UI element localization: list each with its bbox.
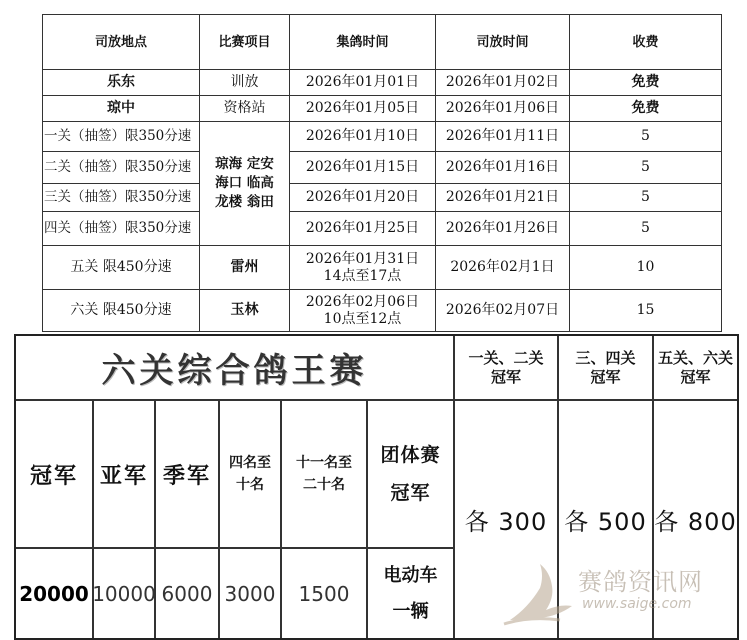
- collect-date: 2026年02月06日: [305, 293, 420, 310]
- stage-header-line: 冠军: [590, 367, 621, 386]
- collect-hours: 14点至17点: [323, 267, 402, 284]
- merged-venue-cell: [200, 122, 290, 246]
- team-line: 团体赛: [380, 444, 441, 466]
- watermark: [500, 558, 710, 628]
- table-row: [43, 70, 722, 96]
- schedule-header-row: [43, 15, 722, 70]
- row-release: 2026年01月06日: [436, 96, 570, 122]
- amount-11-20: 1500: [298, 581, 350, 606]
- stage-amount: 各 500: [564, 508, 647, 536]
- stage-header: [468, 349, 543, 387]
- table-row: [43, 96, 722, 122]
- stage-amount: 各 300: [464, 508, 548, 536]
- row-collect: 2026年01月25日: [290, 212, 436, 246]
- stage-header-line: 三、四关: [575, 348, 636, 367]
- team-prize: [384, 558, 438, 630]
- row-event: 雷州: [200, 246, 290, 290]
- amount-second: 10000: [92, 581, 156, 606]
- amount-third: 6000: [161, 581, 213, 606]
- rank-line: 十名: [236, 477, 264, 493]
- venue-line: 琼海 定安: [215, 156, 274, 172]
- rank-cell: [94, 401, 156, 549]
- rank-cell: [156, 401, 220, 549]
- table-row: [43, 152, 722, 184]
- header-location: 司放地点: [43, 15, 200, 70]
- stage-header-cell: [455, 336, 559, 401]
- row-release: 2026年02月07日: [436, 290, 570, 332]
- stage-header-line: 冠军: [680, 367, 711, 386]
- row-fee: 5: [570, 212, 722, 246]
- amount-cell: [368, 549, 455, 638]
- stage-header-cell: [654, 336, 737, 401]
- stage-header: [575, 349, 635, 387]
- prize-title: 六关综合鸽王赛: [101, 351, 368, 391]
- row-release: 2026年01月21日: [436, 184, 570, 212]
- rank-4-10: [229, 452, 271, 496]
- row-release: 2026年01月16日: [436, 152, 570, 184]
- row-event: 玉林: [200, 290, 290, 332]
- watermark-url: www.saige.com: [582, 596, 692, 612]
- row-fee: 5: [570, 122, 722, 152]
- header-collect-time: 集鸽时间: [290, 15, 436, 70]
- rank-line: 二十名: [303, 477, 345, 493]
- rank-cell: [368, 401, 455, 549]
- collect-date: 2026年01月31日: [305, 250, 420, 267]
- amount-4-10: 3000: [224, 581, 276, 606]
- row-release: 2026年01月26日: [436, 212, 570, 246]
- row-collect: 2026年01月15日: [290, 152, 436, 184]
- row-fee: 10: [570, 246, 722, 290]
- table-row: [43, 122, 722, 152]
- row-location: 一关（抽签）限350分速: [43, 122, 200, 152]
- amount-champion: 20000: [19, 581, 89, 606]
- stage-header-line: 冠军: [490, 367, 521, 386]
- stage-header-line: 一关、二关: [468, 348, 544, 367]
- amount-cell: [16, 549, 94, 638]
- row-event: 资格站: [200, 96, 290, 122]
- row-location: 五关 限450分速: [43, 246, 200, 290]
- venue-line: 龙楼 翁田: [215, 194, 274, 210]
- prize-title-cell: [16, 336, 455, 401]
- row-location: 乐东: [43, 70, 200, 96]
- row-location: 四关（抽签）限350分速: [43, 212, 200, 246]
- row-event: 训放: [200, 70, 290, 96]
- table-row: [43, 184, 722, 212]
- row-collect: 2026年01月05日: [290, 96, 436, 122]
- watermark-name: 赛鸽资讯网: [578, 568, 703, 596]
- rank-champion: 冠军: [29, 462, 78, 489]
- row-collect: 2026年01月01日: [290, 70, 436, 96]
- header-fee: 收费: [570, 15, 722, 70]
- row-fee: 免费: [570, 70, 722, 96]
- rank-third: 季军: [162, 462, 211, 489]
- rank-second: 亚军: [99, 462, 148, 489]
- row-collect: 2026年01月20日: [290, 184, 436, 212]
- row-release: 2026年02月1日: [436, 246, 570, 290]
- row-fee: 5: [570, 152, 722, 184]
- venue-line: 海口 临高: [215, 175, 274, 191]
- team-champion: [380, 436, 440, 512]
- row-fee: 5: [570, 184, 722, 212]
- row-release: 2026年01月11日: [436, 122, 570, 152]
- row-fee: 免费: [570, 96, 722, 122]
- stage-amount: 各 800: [654, 508, 737, 536]
- amount-cell: [156, 549, 220, 638]
- row-location: 三关（抽签）限350分速: [43, 184, 200, 212]
- header-event: 比赛项目: [200, 15, 290, 70]
- rank-line: 十一名至: [296, 455, 352, 471]
- stage-header-cell: [559, 336, 654, 401]
- rank-cell: [16, 401, 94, 549]
- team-line: 冠军: [390, 482, 431, 504]
- table-row: [43, 246, 722, 290]
- pigeon-logo-icon: [500, 558, 580, 628]
- header-release-time: 司放时间: [436, 15, 570, 70]
- amount-cell: [94, 549, 156, 638]
- row-collect: [290, 290, 436, 332]
- row-fee: 15: [570, 290, 722, 332]
- row-collect: 2026年01月10日: [290, 122, 436, 152]
- stage-header: [658, 349, 733, 387]
- stage-header-line: 五关、六关: [657, 348, 733, 367]
- rank-line: 四名至: [229, 455, 271, 471]
- team-prize-line: 电动车: [383, 564, 438, 586]
- schedule-table: [42, 14, 722, 332]
- amount-cell: [220, 549, 282, 638]
- row-location: 琼中: [43, 96, 200, 122]
- row-location: 二关（抽签）限350分速: [43, 152, 200, 184]
- team-prize-line: 一辆: [392, 600, 429, 622]
- table-row: [43, 290, 722, 332]
- table-row: [43, 212, 722, 246]
- row-collect: [290, 246, 436, 290]
- rank-11-20: [296, 452, 352, 496]
- rank-cell: [220, 401, 282, 549]
- row-location: 六关 限450分速: [43, 290, 200, 332]
- rank-cell: [282, 401, 368, 549]
- collect-hours: 10点至12点: [323, 310, 402, 327]
- amount-cell: [282, 549, 368, 638]
- row-release: 2026年01月02日: [436, 70, 570, 96]
